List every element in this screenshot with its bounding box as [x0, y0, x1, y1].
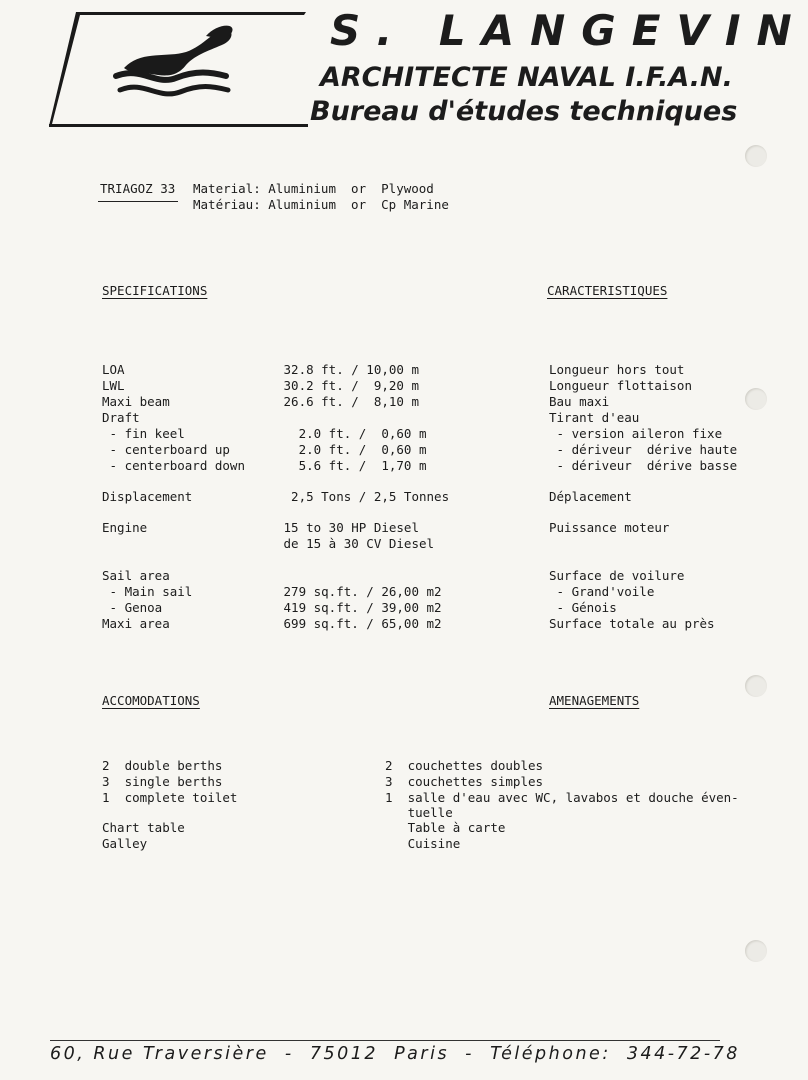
spec-label-en: Sail area — [102, 568, 170, 583]
spec-label-fr: - dériveur dérive haute — [549, 442, 738, 457]
spec-label-fr: Puissance moteur — [549, 520, 670, 535]
spec-value: 30.2 ft. / 9,20 m — [276, 378, 419, 393]
footer-address: 60, Rue Traversière - 75012 Paris - Téléphone: 344-72-78 — [50, 1044, 740, 1064]
spec-value: 699 sq.ft. / 65,00 m2 — [276, 616, 442, 631]
spec-label-fr: - Génois — [549, 600, 617, 615]
spec-label-en: LWL — [102, 378, 125, 393]
accommodation-item-en: Chart table — [102, 820, 185, 835]
spec-label-en: Maxi area — [102, 616, 170, 631]
spec-value: 2.0 ft. / 0,60 m — [276, 442, 427, 457]
spec-label-en: Displacement — [102, 489, 193, 504]
accommodation-item-fr: tuelle — [385, 805, 453, 820]
spec-label-fr: Déplacement — [549, 489, 632, 504]
amenagements-heading: AMENAGEMENTS — [549, 693, 640, 708]
spec-value: 5.6 ft. / 1,70 m — [276, 458, 427, 473]
spec-label-en: Engine — [102, 520, 148, 535]
spec-label-fr: - version aileron fixe — [549, 426, 723, 441]
firm-name: S. LANGEVIN — [330, 6, 808, 55]
spec-value: 2,5 Tons / 2,5 Tonnes — [276, 489, 450, 504]
firm-subtitle: Bureau d'études techniques — [310, 96, 738, 127]
spec-label-fr: - dériveur dérive basse — [549, 458, 738, 473]
spec-label-en: LOA — [102, 362, 125, 377]
spec-label-en: - centerboard up — [102, 442, 230, 457]
spec-label-en: - centerboard down — [102, 458, 245, 473]
firm-logo — [46, 10, 308, 128]
spec-label-en: - fin keel — [102, 426, 185, 441]
spec-value: de 15 à 30 CV Diesel — [276, 536, 435, 551]
accommodation-item-fr: Cuisine — [385, 836, 461, 851]
punch-hole — [745, 388, 767, 410]
spec-value: 419 sq.ft. / 39,00 m2 — [276, 600, 442, 615]
spec-value: 279 sq.ft. / 26,00 m2 — [276, 584, 442, 599]
spec-label-fr: Tirant d'eau — [549, 410, 640, 425]
footer-rule — [50, 1040, 720, 1041]
spec-label-en: Maxi beam — [102, 394, 170, 409]
accommodation-item-en: 3 single berths — [102, 774, 223, 789]
spec-value: 2.0 ft. / 0,60 m — [276, 426, 427, 441]
spec-label-fr: Surface totale au près — [549, 616, 715, 631]
accommodation-item-fr: Table à carte — [385, 820, 506, 835]
model-underline — [98, 201, 178, 202]
spec-value: 15 to 30 HP Diesel — [276, 520, 419, 535]
specifications-heading: SPECIFICATIONS — [102, 283, 208, 298]
accommodation-item-en: Galley — [102, 836, 148, 851]
spec-label-fr: Surface de voilure — [549, 568, 685, 583]
material-french: Matériau: Aluminium or Cp Marine — [193, 197, 449, 212]
spec-label-fr: - Grand'voile — [549, 584, 655, 599]
accommodations-heading: ACCOMODATIONS — [102, 693, 200, 708]
accommodation-item-fr: 1 salle d'eau avec WC, lavabos et douche éven- — [385, 790, 739, 805]
spec-label-en: Draft — [102, 410, 140, 425]
punch-hole — [745, 675, 767, 697]
accommodation-item-fr: 3 couchettes simples — [385, 774, 544, 789]
model-name: TRIAGOZ 33 — [100, 181, 176, 196]
accommodation-item-fr: 2 couchettes doubles — [385, 758, 544, 773]
accommodation-item-en: 2 double berths — [102, 758, 223, 773]
spec-label-en: - Main sail — [102, 584, 193, 599]
material-english: Material: Aluminium or Plywood — [193, 181, 434, 196]
spec-value: 32.8 ft. / 10,00 m — [276, 362, 419, 377]
firm-title: ARCHITECTE NAVAL I.F.A.N. — [320, 62, 733, 93]
spec-label-en: - Genoa — [102, 600, 163, 615]
punch-hole — [745, 940, 767, 962]
punch-hole — [745, 145, 767, 167]
accommodation-item-en: 1 complete toilet — [102, 790, 238, 805]
spec-label-fr: Longueur hors tout — [549, 362, 685, 377]
spec-label-fr: Longueur flottaison — [549, 378, 692, 393]
spec-label-fr: Bau maxi — [549, 394, 610, 409]
caracteristiques-heading: CARACTERISTIQUES — [547, 283, 668, 298]
spec-value: 26.6 ft. / 8,10 m — [276, 394, 419, 409]
